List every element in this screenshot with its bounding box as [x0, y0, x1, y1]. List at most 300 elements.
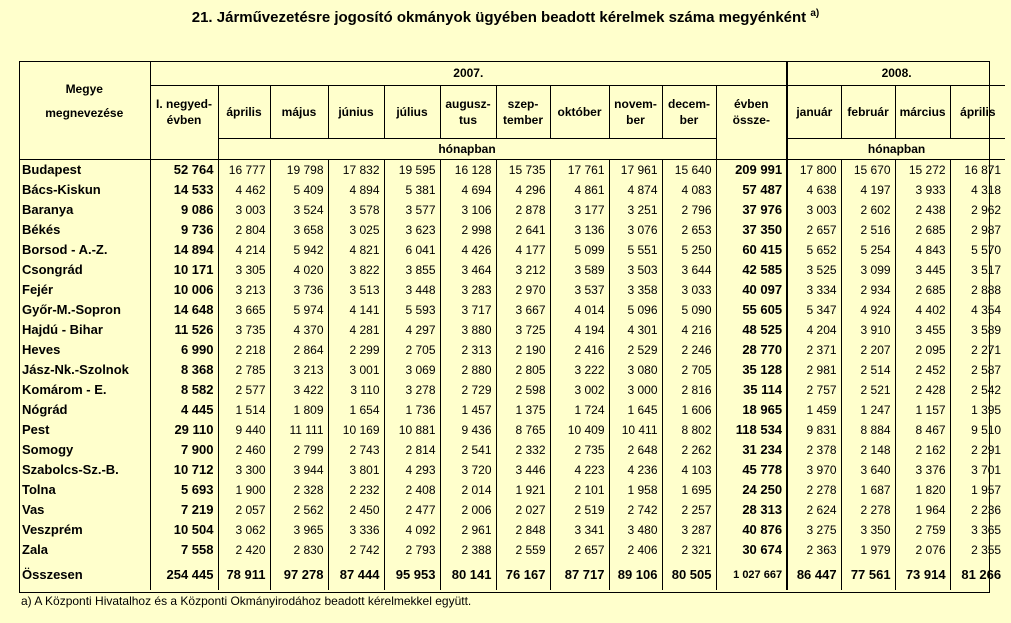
month-2008-value: 3 350 — [841, 520, 895, 540]
month-2007-value: 3 002 — [550, 380, 609, 400]
county-name: Szabolcs-Sz.-B. — [22, 462, 119, 477]
month-2007-value: 1 457 — [440, 400, 496, 420]
month-2008-value: 2 355 — [950, 540, 1005, 560]
month-2007-value: 3 341 — [550, 520, 609, 540]
month-2008-value: 2 602 — [841, 200, 895, 220]
month-2008-value: 3 334 — [787, 280, 841, 300]
month-2007-value: 4 894 — [328, 180, 384, 200]
county-name: Fejér — [22, 282, 54, 297]
month-2008-value: 3 003 — [787, 200, 841, 220]
month-2007-value: 2 830 — [270, 540, 328, 560]
q1-value: 7 900 — [150, 440, 218, 460]
month-2007-value: 2 742 — [609, 500, 662, 520]
month-2007-value: 3 213 — [270, 360, 328, 380]
month-2008-value: 15 670 — [841, 160, 895, 181]
q1-value: 10 712 — [150, 460, 218, 480]
month-2007-value: 2 880 — [440, 360, 496, 380]
month-2008-value: 3 970 — [787, 460, 841, 480]
q1-value: 52 764 — [150, 160, 218, 181]
month-2007-value: 76 167 — [496, 560, 550, 590]
month-2007-value: 2 705 — [662, 360, 716, 380]
month-2007-header: július — [384, 86, 440, 139]
month-2007-value: 5 099 — [550, 240, 609, 260]
month-2008-value: 86 447 — [787, 560, 841, 590]
month-2007-value: 5 974 — [270, 300, 328, 320]
county-name: Összesen — [22, 567, 83, 582]
month-2007-value: 3 667 — [496, 300, 550, 320]
month-2007-value: 4 462 — [218, 180, 270, 200]
month-2007-value: 5 942 — [270, 240, 328, 260]
month-2007-value: 3 000 — [609, 380, 662, 400]
month-2008-value: 2 624 — [787, 500, 841, 520]
month-2007-value: 2 406 — [609, 540, 662, 560]
month-2007-value: 3 480 — [609, 520, 662, 540]
month-2007-value: 9 440 — [218, 420, 270, 440]
table-frame — [19, 61, 990, 593]
month-2007-value: 3 464 — [440, 260, 496, 280]
month-2008-value: 2 095 — [895, 340, 950, 360]
month-2007-value: 3 025 — [328, 220, 384, 240]
month-2008-value: 3 445 — [895, 260, 950, 280]
month-2008-value: 1 157 — [895, 400, 950, 420]
month-2007-value: 3 033 — [662, 280, 716, 300]
month-2007-value: 9 436 — [440, 420, 496, 440]
month-2007-value: 2 970 — [496, 280, 550, 300]
month-2007-value: 2 027 — [496, 500, 550, 520]
county-name: Komárom - E. — [22, 382, 107, 397]
county-header-line1: Megye — [65, 82, 103, 96]
month-2008-value: 3 099 — [841, 260, 895, 280]
month-2007-value: 3 278 — [384, 380, 440, 400]
month-2008-value: 2 148 — [841, 440, 895, 460]
month-2007-value: 2 816 — [662, 380, 716, 400]
month-2007-value: 5 551 — [609, 240, 662, 260]
month-2008-value: 2 076 — [895, 540, 950, 560]
month-2007-value: 3 725 — [496, 320, 550, 340]
q1-value: 9 736 — [150, 220, 218, 240]
month-2007-value: 4 177 — [496, 240, 550, 260]
month-2008-value: 3 517 — [950, 260, 1005, 280]
year-2008-header: 2008. — [787, 61, 1005, 86]
month-2008-value: 3 376 — [895, 460, 950, 480]
month-2007-value: 1 736 — [384, 400, 440, 420]
county-name: Jász-Nk.-Szolnok — [22, 362, 129, 377]
county-name: Hajdú - Bihar — [22, 322, 103, 337]
month-2007-value: 3 001 — [328, 360, 384, 380]
month-2008-value: 2 291 — [950, 440, 1005, 460]
month-2007-value: 3 446 — [496, 460, 550, 480]
month-2008-value: 4 402 — [895, 300, 950, 320]
month-2007-value: 4 301 — [609, 320, 662, 340]
county-name: Győr-M.-Sopron — [22, 302, 121, 317]
month-2007-value: 19 595 — [384, 160, 440, 181]
month-2007-value: 3 644 — [662, 260, 716, 280]
month-2007-value: 3 080 — [609, 360, 662, 380]
month-2007-value: 3 623 — [384, 220, 440, 240]
month-2007-value: 17 961 — [609, 160, 662, 181]
month-2007-value: 2 332 — [496, 440, 550, 460]
month-2007-value: 3 524 — [270, 200, 328, 220]
year-total-value: 35 114 — [716, 380, 787, 400]
month-2008-value: 1 957 — [950, 480, 1005, 500]
month-2007-value: 2 848 — [496, 520, 550, 540]
q1-value: 14 533 — [150, 180, 218, 200]
month-2008-value: 4 197 — [841, 180, 895, 200]
month-2008-value: 1 979 — [841, 540, 895, 560]
month-2008-value: 5 652 — [787, 240, 841, 260]
month-2007-value: 4 223 — [550, 460, 609, 480]
month-2007-value: 4 103 — [662, 460, 716, 480]
county-name: Bács-Kiskun — [22, 182, 101, 197]
q1-value: 7 558 — [150, 540, 218, 560]
month-2008-value: 1 395 — [950, 400, 1005, 420]
month-2008-value: 2 888 — [950, 280, 1005, 300]
month-2008-value: 4 843 — [895, 240, 950, 260]
month-2008-value: 3 640 — [841, 460, 895, 480]
month-2008-value: 5 570 — [950, 240, 1005, 260]
month-2007-value: 2 232 — [328, 480, 384, 500]
month-2007-value: 2 729 — [440, 380, 496, 400]
month-2008-value: 2 363 — [787, 540, 841, 560]
month-2007-value: 3 880 — [440, 320, 496, 340]
month-2007-value: 5 250 — [662, 240, 716, 260]
month-2007-value: 2 735 — [550, 440, 609, 460]
month-2007-header: decem-ber — [662, 86, 716, 139]
month-2007-value: 87 717 — [550, 560, 609, 590]
year-total-value: 40 097 — [716, 280, 787, 300]
year-total-header: évben össze- — [716, 86, 787, 139]
month-2008-value: 9 831 — [787, 420, 841, 440]
month-2008-value: 3 455 — [895, 320, 950, 340]
month-2008-value: 2 587 — [950, 360, 1005, 380]
county-name: Borsod - A.-Z. — [22, 242, 108, 257]
year-total-value: 24 250 — [716, 480, 787, 500]
month-2008-value: 2 278 — [841, 500, 895, 520]
month-2007-header: augusz-tus — [440, 86, 496, 139]
month-2007-value: 89 106 — [609, 560, 662, 590]
month-2008-header: február — [841, 86, 895, 139]
month-2007-value: 2 190 — [496, 340, 550, 360]
county-name: Tolna — [22, 482, 56, 497]
year-total-value: 35 128 — [716, 360, 787, 380]
month-2007-value: 1 375 — [496, 400, 550, 420]
month-2007-value: 2 705 — [384, 340, 440, 360]
month-2007-value: 2 559 — [496, 540, 550, 560]
month-2007-value: 6 041 — [384, 240, 440, 260]
month-2007-value: 2 814 — [384, 440, 440, 460]
month-2008-value: 1 964 — [895, 500, 950, 520]
year-total-value: 55 605 — [716, 300, 787, 320]
month-2007-value: 4 861 — [550, 180, 609, 200]
month-2007-value: 4 874 — [609, 180, 662, 200]
year-total-value: 118 534 — [716, 420, 787, 440]
month-2007-value: 15 640 — [662, 160, 716, 181]
year-total-value: 31 234 — [716, 440, 787, 460]
month-2007-value: 4 821 — [328, 240, 384, 260]
month-2007-value: 4 293 — [384, 460, 440, 480]
month-2007-value: 2 246 — [662, 340, 716, 360]
month-2008-value: 4 924 — [841, 300, 895, 320]
month-2007-value: 2 998 — [440, 220, 496, 240]
month-2007-value: 3 283 — [440, 280, 496, 300]
month-2008-value: 3 910 — [841, 320, 895, 340]
month-2007-value: 3 136 — [550, 220, 609, 240]
month-2007-header: október — [550, 86, 609, 139]
month-2007-value: 3 336 — [328, 520, 384, 540]
footnote: a) A Központi Hivatalhoz és a Központi Okmányirodához beadott kérelmekkel együtt. — [21, 594, 472, 608]
month-2007-value: 2 657 — [550, 540, 609, 560]
month-2007-value: 4 370 — [270, 320, 328, 340]
month-2007-value: 4 020 — [270, 260, 328, 280]
month-2007-value: 97 278 — [270, 560, 328, 590]
q1-value: 14 648 — [150, 300, 218, 320]
year-total-value: 45 778 — [716, 460, 787, 480]
year-total-value: 37 350 — [716, 220, 787, 240]
month-2007-value: 2 804 — [218, 220, 270, 240]
q1-header: I. negyed-évben — [150, 86, 218, 139]
month-2007-value: 2 648 — [609, 440, 662, 460]
year-total-value: 57 487 — [716, 180, 787, 200]
month-2007-value: 3 822 — [328, 260, 384, 280]
month-2008-value: 5 254 — [841, 240, 895, 260]
month-2007-value: 95 953 — [384, 560, 440, 590]
month-2007-value: 80 141 — [440, 560, 496, 590]
year-total-value: 18 965 — [716, 400, 787, 420]
month-2008-value: 2 236 — [950, 500, 1005, 520]
q1-value: 4 445 — [150, 400, 218, 420]
month-2008-value: 2 371 — [787, 340, 841, 360]
month-2007-value: 16 128 — [440, 160, 496, 181]
month-2007-value: 3 720 — [440, 460, 496, 480]
month-2007-value: 5 381 — [384, 180, 440, 200]
month-2007-value: 2 541 — [440, 440, 496, 460]
year-total-value: 30 674 — [716, 540, 787, 560]
month-2008-value: 77 561 — [841, 560, 895, 590]
month-2008-value: 17 800 — [787, 160, 841, 181]
month-2007-value: 2 321 — [662, 540, 716, 560]
month-2007-value: 4 014 — [550, 300, 609, 320]
month-2008-value: 4 354 — [950, 300, 1005, 320]
year-total-value: 42 585 — [716, 260, 787, 280]
month-2008-value: 2 542 — [950, 380, 1005, 400]
month-2007-value: 1 606 — [662, 400, 716, 420]
month-2008-header: április — [950, 86, 1005, 139]
month-2008-value: 4 318 — [950, 180, 1005, 200]
month-2007-value: 2 420 — [218, 540, 270, 560]
q1-value: 14 894 — [150, 240, 218, 260]
month-2007-value: 2 101 — [550, 480, 609, 500]
title-footnote-mark: a) — [810, 8, 820, 19]
county-name: Somogy — [22, 442, 74, 457]
month-2008-value: 1 820 — [895, 480, 950, 500]
month-2008-value: 3 275 — [787, 520, 841, 540]
month-2007-value: 2 785 — [218, 360, 270, 380]
month-2007-value: 3 717 — [440, 300, 496, 320]
table-title — [0, 8, 1011, 26]
month-2007-value: 3 801 — [328, 460, 384, 480]
month-2008-value: 2 428 — [895, 380, 950, 400]
month-2008-value: 1 459 — [787, 400, 841, 420]
month-2007-value: 3 069 — [384, 360, 440, 380]
month-2007-value: 2 006 — [440, 500, 496, 520]
month-2007-value: 2 388 — [440, 540, 496, 560]
q1-value: 7 219 — [150, 500, 218, 520]
month-2007-value: 1 958 — [609, 480, 662, 500]
month-2007-value: 2 805 — [496, 360, 550, 380]
month-2007-value: 4 296 — [496, 180, 550, 200]
month-2008-value: 15 272 — [895, 160, 950, 181]
month-2007-value: 1 654 — [328, 400, 384, 420]
month-2007-value: 2 743 — [328, 440, 384, 460]
month-2007-value: 80 505 — [662, 560, 716, 590]
month-2007-value: 3 503 — [609, 260, 662, 280]
month-2007-value: 2 460 — [218, 440, 270, 460]
month-2007-value: 11 111 — [270, 420, 328, 440]
month-2007-value: 2 519 — [550, 500, 609, 520]
month-2008-value: 2 516 — [841, 220, 895, 240]
month-2007-value: 2 742 — [328, 540, 384, 560]
month-2007-value: 1 645 — [609, 400, 662, 420]
month-2007-value: 1 900 — [218, 480, 270, 500]
month-2007-value: 8 802 — [662, 420, 716, 440]
month-2007-value: 3 578 — [328, 200, 384, 220]
month-2007-value: 4 214 — [218, 240, 270, 260]
month-2007-value: 19 798 — [270, 160, 328, 181]
county-name: Heves — [22, 342, 61, 357]
month-2007-value: 2 598 — [496, 380, 550, 400]
month-2007-value: 3 537 — [550, 280, 609, 300]
month-2007-header: szep-tember — [496, 86, 550, 139]
month-2007-value: 2 416 — [550, 340, 609, 360]
month-2008-value: 3 701 — [950, 460, 1005, 480]
month-2008-value: 3 525 — [787, 260, 841, 280]
q1-value: 29 110 — [150, 420, 218, 440]
month-2008-value: 81 266 — [950, 560, 1005, 590]
month-2007-value: 5 090 — [662, 300, 716, 320]
month-2008-value: 2 452 — [895, 360, 950, 380]
year-total-value: 40 876 — [716, 520, 787, 540]
month-2007-value: 2 014 — [440, 480, 496, 500]
month-2007-value: 2 793 — [384, 540, 440, 560]
unit-2008: hónapban — [787, 139, 1005, 160]
year-total-value: 37 976 — [716, 200, 787, 220]
month-2007-value: 3 577 — [384, 200, 440, 220]
month-2007-value: 2 408 — [384, 480, 440, 500]
month-2008-value: 3 933 — [895, 180, 950, 200]
month-2007-value: 2 653 — [662, 220, 716, 240]
month-2007-value: 10 169 — [328, 420, 384, 440]
month-2008-value: 4 204 — [787, 320, 841, 340]
month-2007-value: 8 765 — [496, 420, 550, 440]
month-2008-value: 73 914 — [895, 560, 950, 590]
month-2008-value: 2 657 — [787, 220, 841, 240]
month-2008-value: 2 987 — [950, 220, 1005, 240]
month-2008-value: 2 521 — [841, 380, 895, 400]
county-name: Zala — [22, 542, 49, 557]
month-2007-value: 3 736 — [270, 280, 328, 300]
month-2007-value: 2 641 — [496, 220, 550, 240]
month-2007-value: 10 411 — [609, 420, 662, 440]
month-2008-value: 2 278 — [787, 480, 841, 500]
month-2007-header: április — [218, 86, 270, 139]
month-2007-value: 78 911 — [218, 560, 270, 590]
month-2008-value: 1 247 — [841, 400, 895, 420]
month-2007-value: 3 665 — [218, 300, 270, 320]
month-2008-value: 2 934 — [841, 280, 895, 300]
month-2007-value: 5 096 — [609, 300, 662, 320]
year-2007-header: 2007. — [150, 61, 787, 86]
month-2007-value: 3 177 — [550, 200, 609, 220]
month-2007-value: 2 328 — [270, 480, 328, 500]
month-2007-header: novem-ber — [609, 86, 662, 139]
q1-value: 8 582 — [150, 380, 218, 400]
month-2007-value: 1 514 — [218, 400, 270, 420]
month-2007-value: 4 141 — [328, 300, 384, 320]
month-2007-value: 3 422 — [270, 380, 328, 400]
month-2007-value: 3 003 — [218, 200, 270, 220]
month-2007-value: 3 213 — [218, 280, 270, 300]
month-2007-value: 3 110 — [328, 380, 384, 400]
month-2007-value: 4 694 — [440, 180, 496, 200]
month-2007-value: 3 965 — [270, 520, 328, 540]
month-2007-value: 1 921 — [496, 480, 550, 500]
county-name: Baranya — [22, 202, 74, 217]
month-2007-value: 16 777 — [218, 160, 270, 181]
month-2007-value: 3 735 — [218, 320, 270, 340]
month-2007-value: 1 724 — [550, 400, 609, 420]
month-2008-value: 2 981 — [787, 360, 841, 380]
county-name: Pest — [22, 422, 50, 437]
q1-value: 254 445 — [150, 560, 218, 590]
month-2007-header: június — [328, 86, 384, 139]
month-2007-value: 2 477 — [384, 500, 440, 520]
month-2008-value: 1 687 — [841, 480, 895, 500]
q1-value: 11 526 — [150, 320, 218, 340]
month-2007-value: 3 222 — [550, 360, 609, 380]
month-2007-value: 3 287 — [662, 520, 716, 540]
month-2007-value: 2 450 — [328, 500, 384, 520]
month-2008-value: 16 871 — [950, 160, 1005, 181]
month-2007-value: 3 212 — [496, 260, 550, 280]
month-2007-value: 4 281 — [328, 320, 384, 340]
month-2007-value: 4 083 — [662, 180, 716, 200]
month-2007-value: 2 313 — [440, 340, 496, 360]
month-2007-value: 3 944 — [270, 460, 328, 480]
month-2007-value: 3 358 — [609, 280, 662, 300]
unit-2007: hónapban — [218, 139, 716, 160]
month-2007-value: 17 761 — [550, 160, 609, 181]
county-name: Vas — [22, 502, 45, 517]
month-2007-value: 4 426 — [440, 240, 496, 260]
county-name: Csongrád — [22, 262, 83, 277]
month-2007-value: 3 658 — [270, 220, 328, 240]
month-2007-value: 3 106 — [440, 200, 496, 220]
month-2008-value: 2 514 — [841, 360, 895, 380]
county-name: Budapest — [19, 160, 150, 181]
month-2007-value: 1 809 — [270, 400, 328, 420]
month-2008-value: 2 759 — [895, 520, 950, 540]
month-2008-value: 2 685 — [895, 280, 950, 300]
month-2008-value: 2 962 — [950, 200, 1005, 220]
month-2007-value: 2 529 — [609, 340, 662, 360]
month-2007-value: 2 961 — [440, 520, 496, 540]
month-2007-value: 4 236 — [609, 460, 662, 480]
month-2008-value: 8 884 — [841, 420, 895, 440]
month-2007-value: 87 444 — [328, 560, 384, 590]
month-2008-value: 4 638 — [787, 180, 841, 200]
month-2008-value: 2 162 — [895, 440, 950, 460]
month-2007-value: 2 262 — [662, 440, 716, 460]
